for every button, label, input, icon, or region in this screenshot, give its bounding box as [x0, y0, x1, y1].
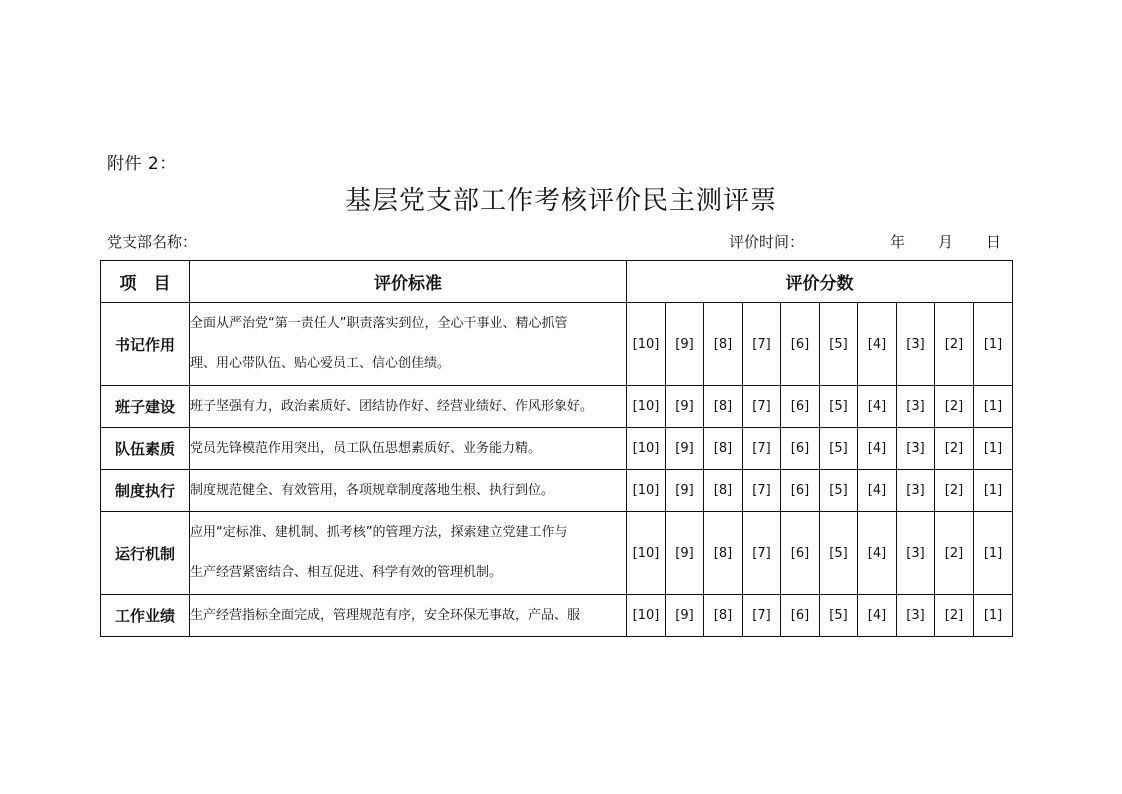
- year-unit: 年: [890, 233, 906, 251]
- score-option[interactable]: [6]: [781, 386, 820, 428]
- score-option[interactable]: [10]: [627, 428, 666, 470]
- score-option[interactable]: [4]: [858, 595, 897, 637]
- score-option[interactable]: [3]: [897, 428, 935, 470]
- row-criteria: [190, 595, 627, 637]
- criteria-line: 班子坚强有力，政治素质好、团结协作好、经营业绩好、作风形象好。: [190, 398, 594, 414]
- score-option[interactable]: [1]: [974, 303, 1013, 386]
- score-option[interactable]: [1]: [974, 386, 1013, 428]
- score-option[interactable]: [2]: [935, 386, 974, 428]
- score-option[interactable]: [10]: [627, 470, 666, 512]
- score-option[interactable]: [5]: [820, 386, 858, 428]
- criteria-line: 理、用心带队伍、贴心爱员工、信心创佳绩。: [190, 356, 451, 371]
- row-criteria: [190, 428, 627, 470]
- evaluation-table: [100, 260, 1013, 637]
- score-option[interactable]: [8]: [704, 512, 743, 595]
- score-option[interactable]: [5]: [820, 512, 858, 595]
- score-option[interactable]: [5]: [820, 428, 858, 470]
- criteria-line: 制度规范健全、有效管用，各项规章制度落地生根、执行到位。: [190, 482, 555, 498]
- criteria-line: 生产经营紧密结合、相互促进、科学有效的管理机制。: [190, 565, 503, 580]
- table-row: [101, 470, 1013, 512]
- score-option[interactable]: [9]: [666, 512, 704, 595]
- attachment-label: 附件 2：: [107, 154, 177, 174]
- score-option[interactable]: [9]: [666, 428, 704, 470]
- branch-name-label: 党支部名称：: [107, 233, 198, 251]
- item-column-header: 项 目: [101, 261, 190, 303]
- score-option[interactable]: [5]: [820, 595, 858, 637]
- score-option[interactable]: [2]: [935, 303, 974, 386]
- score-option[interactable]: [1]: [974, 595, 1013, 637]
- row-item-name: 工作业绩: [101, 595, 190, 637]
- score-option[interactable]: [1]: [974, 470, 1013, 512]
- scores-column-header: 评价分数: [627, 261, 1013, 303]
- score-option[interactable]: [7]: [743, 470, 781, 512]
- score-option[interactable]: [3]: [897, 512, 935, 595]
- score-option[interactable]: [4]: [858, 386, 897, 428]
- score-option[interactable]: [6]: [781, 512, 820, 595]
- row-item-name: 班子建设: [101, 386, 190, 428]
- row-item-name: 队伍素质: [101, 428, 190, 470]
- row-criteria: [190, 512, 627, 595]
- score-option[interactable]: [7]: [743, 595, 781, 637]
- row-item-name: 运行机制: [101, 512, 190, 595]
- score-option[interactable]: [7]: [743, 512, 781, 595]
- table-row: [101, 595, 1013, 637]
- score-option[interactable]: [2]: [935, 595, 974, 637]
- score-option[interactable]: [6]: [781, 428, 820, 470]
- criteria-line: 生产经营指标全面完成，管理规范有序，安全环保无事故，产品、服: [190, 607, 581, 623]
- score-option[interactable]: [3]: [897, 470, 935, 512]
- table-row: [101, 512, 1013, 595]
- score-option[interactable]: [3]: [897, 303, 935, 386]
- score-option[interactable]: [4]: [858, 303, 897, 386]
- score-option[interactable]: [4]: [858, 470, 897, 512]
- table-row: [101, 386, 1013, 428]
- page-title: 基层党支部工作考核评价民主测评票: [344, 186, 777, 216]
- table-row: [101, 303, 1013, 386]
- score-option[interactable]: [9]: [666, 386, 704, 428]
- day-unit: 日: [986, 233, 1002, 251]
- score-option[interactable]: [7]: [743, 428, 781, 470]
- score-option[interactable]: [8]: [704, 386, 743, 428]
- row-item-name: 制度执行: [101, 470, 190, 512]
- score-option[interactable]: [10]: [627, 595, 666, 637]
- score-option[interactable]: [8]: [704, 595, 743, 637]
- score-option[interactable]: [3]: [897, 595, 935, 637]
- score-option[interactable]: [8]: [704, 470, 743, 512]
- score-option[interactable]: [8]: [704, 428, 743, 470]
- score-option[interactable]: [5]: [820, 470, 858, 512]
- score-option[interactable]: [2]: [935, 470, 974, 512]
- score-option[interactable]: [9]: [666, 595, 704, 637]
- score-option[interactable]: [4]: [858, 512, 897, 595]
- score-option[interactable]: [1]: [974, 428, 1013, 470]
- score-option[interactable]: [9]: [666, 470, 704, 512]
- evaluation-time-label: 评价时间：: [729, 233, 805, 251]
- score-option[interactable]: [10]: [627, 386, 666, 428]
- score-option[interactable]: [4]: [858, 428, 897, 470]
- score-option[interactable]: [6]: [781, 470, 820, 512]
- table-row: [101, 428, 1013, 470]
- row-item-name: 书记作用: [101, 303, 190, 386]
- score-option[interactable]: [3]: [897, 386, 935, 428]
- score-option[interactable]: [1]: [974, 512, 1013, 595]
- score-option[interactable]: [2]: [935, 428, 974, 470]
- criteria-column-header: 评价标准: [190, 261, 627, 303]
- score-option[interactable]: [6]: [781, 303, 820, 386]
- score-option[interactable]: [9]: [666, 303, 704, 386]
- row-criteria: [190, 303, 627, 386]
- criteria-line: 全面从严治党“第一责任人”职责落实到位，全心干事业、精心抓管: [190, 316, 568, 331]
- score-option[interactable]: [6]: [781, 595, 820, 637]
- score-option[interactable]: [5]: [820, 303, 858, 386]
- score-option[interactable]: [10]: [627, 303, 666, 386]
- score-option[interactable]: [7]: [743, 303, 781, 386]
- criteria-line: 党员先锋模范作用突出，员工队伍思想素质好、业务能力精。: [190, 440, 542, 456]
- score-option[interactable]: [2]: [935, 512, 974, 595]
- row-criteria: [190, 386, 627, 428]
- score-option[interactable]: [10]: [627, 512, 666, 595]
- month-unit: 月: [938, 233, 954, 251]
- score-option[interactable]: [8]: [704, 303, 743, 386]
- score-option[interactable]: [7]: [743, 386, 781, 428]
- row-criteria: [190, 470, 627, 512]
- criteria-line: 应用“定标准、建机制、抓考核”的管理方法，探索建立党建工作与: [190, 525, 568, 540]
